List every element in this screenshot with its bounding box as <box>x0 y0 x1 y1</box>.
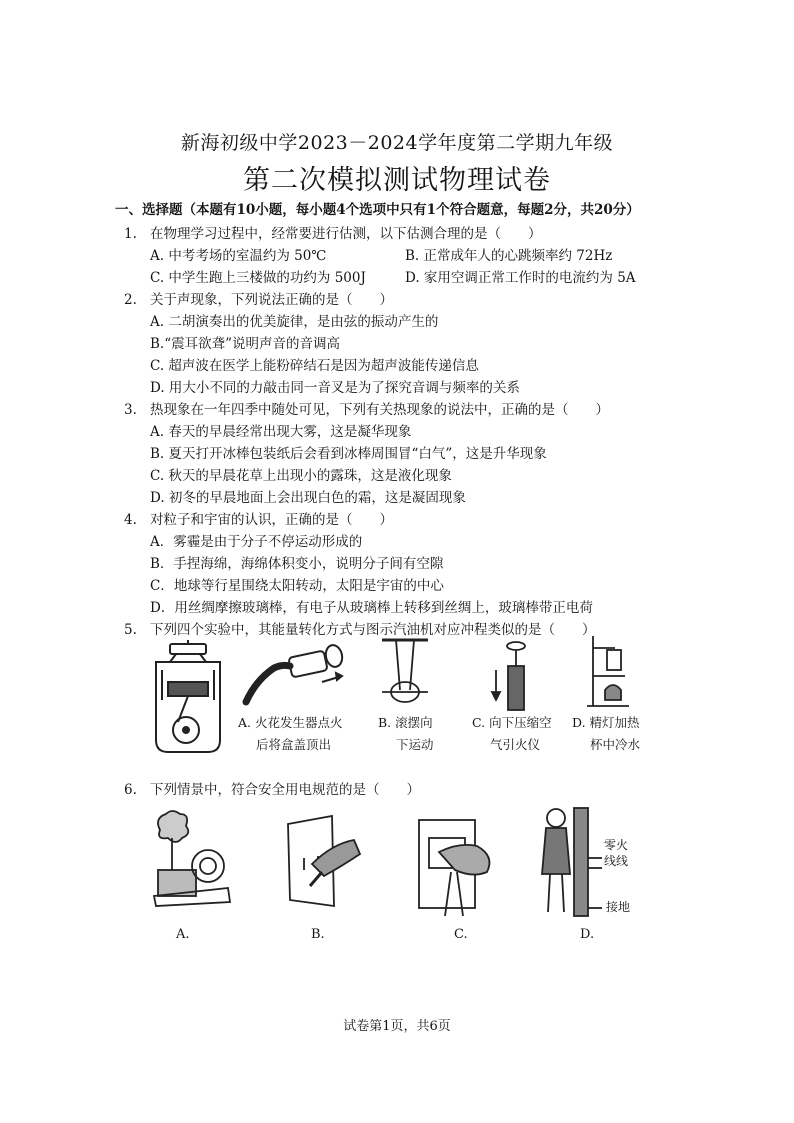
option-3d: D. 初冬的早晨地面上会出现白色的霜，这是凝固现象 <box>150 490 466 506</box>
wire-label-line1: 零火 <box>604 838 629 852</box>
question-number: 5. <box>124 622 137 638</box>
question-2 <box>124 288 393 308</box>
tree-appliance-figure <box>150 808 235 908</box>
q5-caption-c-line2: 气引火仪 <box>490 737 541 752</box>
socket-screwdriver-figure <box>282 814 362 909</box>
option-2b: B.“震耳欲聋”说明声音的音调高 <box>150 336 341 352</box>
ground-label: 接地 <box>606 900 631 914</box>
q5-caption-b-line1: B. 滚摆向 <box>378 715 433 730</box>
spark-generator-figure <box>238 640 353 710</box>
q5-caption-a-line2: 后将盒盖顶出 <box>256 737 332 752</box>
q5-caption-d <box>572 712 640 756</box>
unplug-socket-figure <box>415 816 500 921</box>
section-heading: 一、选择题（本题有10小题，每小题4个选项中只有1个符合题意，每题2分，共20分） <box>115 202 640 218</box>
exam-title-line1: 新海初级中学2023－2024学年度第二学期九年级 <box>180 132 614 154</box>
question-stem: 下列情景中，符合安全用电规范的是（ ） <box>150 782 420 798</box>
option-1c: C. 中学生跑上三楼做的功约为 500J <box>150 270 366 286</box>
page-footer: 试卷第1页，共6页 <box>343 1019 451 1034</box>
q5-caption-a <box>238 712 342 756</box>
option-2d: D. 用大小不同的力敲击同一音叉是为了探究音调与频率的关系 <box>150 380 520 396</box>
exam-title-line2: 第二次模拟测试物理试卷 <box>243 165 551 196</box>
question-stem: 关于声现象，下列说法正确的是（ ） <box>150 292 393 308</box>
question-stem: 对粒子和宇宙的认识，正确的是（ ） <box>150 512 393 528</box>
q6-caption-b: B. <box>311 927 325 942</box>
question-5 <box>124 618 596 638</box>
air-compression-igniter-figure <box>488 640 538 715</box>
question-6 <box>124 778 420 798</box>
option-4b: B．手捏海绵，海绵体积变小，说明分子间有空隙 <box>150 556 444 572</box>
question-stem: 在物理学习过程中，经常要进行估测，以下估测合理的是（ ） <box>150 226 542 242</box>
option-3b: B. 夏天打开冰棒包装纸后会看到冰棒周围冒“白气”，这是升华现象 <box>150 446 547 462</box>
q6-caption-a: A. <box>176 927 190 942</box>
question-number: 6. <box>124 782 137 798</box>
q5-caption-b <box>378 712 434 756</box>
engine-cylinder-figure <box>148 640 228 755</box>
question-number: 3. <box>124 402 137 418</box>
q5-caption-d-line1: D. 精灯加热 <box>572 715 640 730</box>
question-number: 2. <box>124 292 137 308</box>
alcohol-lamp-figure <box>585 634 630 709</box>
option-1d: D. 家用空调正常工作时的电流约为 5A <box>405 270 636 286</box>
option-3c: C. 秋天的早晨花草上出现小的露珠，这是液化现象 <box>150 468 452 484</box>
question-4 <box>124 508 393 528</box>
option-4d: D．用丝绸摩擦玻璃棒，有电子从玻璃棒上转移到丝绸上，玻璃棒带正电荷 <box>150 600 593 616</box>
option-1b: B. 正常成年人的心跳频率约 72Hz <box>405 248 613 264</box>
q5-caption-b-line2: 下运动 <box>396 737 434 752</box>
option-3a: A. 春天的早晨经常出现大雾，这是凝华现象 <box>150 424 412 440</box>
maxwell-wheel-figure <box>380 636 430 706</box>
q6-caption-d: D. <box>580 927 595 942</box>
option-4c: C．地球等行星围绕太阳转动，太阳是宇宙的中心 <box>150 578 444 594</box>
q5-caption-c <box>472 712 552 756</box>
question-stem: 下列四个实验中，其能量转化方式与图示汽油机对应冲程类似的是（ ） <box>150 622 596 638</box>
q5-caption-d-line2: 杯中冷水 <box>590 737 641 752</box>
option-2a: A. 二胡演奏出的优美旋律，是由弦的振动产生的 <box>150 314 439 330</box>
question-stem: 热现象在一年四季中随处可见，下列有关热现象的说法中，正确的是（ ） <box>150 402 609 418</box>
option-1a: A. 中考考场的室温约为 50℃ <box>150 248 327 264</box>
q6-caption-c: C. <box>454 927 468 942</box>
question-1 <box>124 222 542 242</box>
option-4a: A．雾霾是由于分子不停运动形成的 <box>150 534 363 550</box>
question-number: 1. <box>124 226 137 242</box>
question-number: 4. <box>124 512 137 528</box>
wire-label-line2: 线线 <box>604 854 629 868</box>
q5-caption-a-line1: A. 火花发生器点火 <box>238 715 343 730</box>
question-3 <box>124 398 609 418</box>
option-2c: C. 超声波在医学上能粉碎结石是因为超声波能传递信息 <box>150 358 479 374</box>
q5-caption-c-line1: C. 向下压缩空 <box>472 715 552 730</box>
